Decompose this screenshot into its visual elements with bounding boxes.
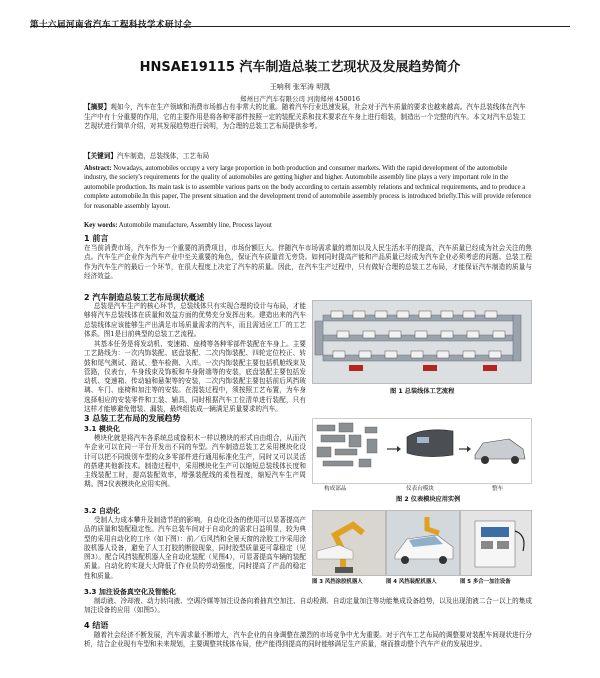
section-1-text: 在当前消费市场，汽车作为一个重要的消费项目，市场份额巨大。伴随汽车市场需求量的增加以及人民生活水平的提高，汽车质量已经成为社会关注的焦点。汽车生产企业作为汽车产业中至关重要的角色，保证汽车质量首无旁贷。如何同时提高产能和产品质量已经成为汽车企业必须考虑的问题。总装工程作为汽车生产的最后一个环节，在很大程度上决定了汽车的质量。因此，在汽车生产过程中，只有做好合理的总装工艺布局，才能保证汽车制造的质量与经济效益。 xyxy=(84,244,532,280)
figure-2-caption: 图 2 仪表模块应用实例 xyxy=(396,496,461,503)
section-3-heading: 3 总装工艺布局的发展趋势 xyxy=(84,414,181,423)
figure-1-caption: 图 1 总装线体工艺流程 xyxy=(390,388,455,395)
abstract-en xyxy=(84,164,532,211)
header-rule xyxy=(30,26,570,27)
figure-1-image xyxy=(312,300,532,384)
section-2-para1: 总装是汽车生产的核心环节，总装线体只有实现合理的设计与布局，才能够将汽车总装线体在质量和效益方面的优势充分发挥出来。建造出来的汽车总装线体应该能够生产出满足市场质量需求的汽车，而且需适应工厂的工艺体系。图1是目前典型的总装工艺流程。 xyxy=(84,302,306,338)
section-3-2-heading: 3.2 自动化 xyxy=(84,507,120,515)
authors: 王响利 张军涛 明凯 xyxy=(269,83,331,91)
figure-2-label-vehicle: 整车 xyxy=(492,486,504,492)
abstract-cn-text: 观如今，汽车在生产领域和消费市场都占有非常大的比重。随着汽车行业迅速发展，社会对于汽车质量的要求也越来越高。汽车总装线体在汽车生产中有十分重要的作用，它的主要作用是将各种零部件按照一定的装配关系和技术要求在车身上进行组装，制造出一个完整的汽车。本文对汽车总装工艺现状进行简单介绍，对其发展趋势进行说明，为合理的总装工艺布局提供参考。 xyxy=(84,103,526,131)
section-3-1-text: 模块化就是将汽车各系统总成像积木一样以模块的形式自由组合，从而汽车企业可以在同一平台开发出不同的车型。汽车制造总装工艺采用模块化设计可以把不同级别车型的众多零部件进行通用标准化生产，同时又可以灵活的搭建其他新技术。制造过程中，采用模块化生产可以缩短总装线体长度和主线装配工时，提高装配效率，增强装配线的柔性程度，缩短汽车生产周期。图2仪表模块化应用实例。 xyxy=(84,434,306,489)
figure-4-image xyxy=(386,510,460,576)
assembly-line-illustration xyxy=(313,301,531,383)
section-3-1-heading: 3.1 模块化 xyxy=(84,425,120,433)
affiliation: 郑州日产汽车有限公司 河南郑州 450016 xyxy=(240,95,360,103)
keywords-cn xyxy=(84,152,532,162)
header-text: 第十六届河南省汽车工程科技学术研讨会 xyxy=(30,20,193,30)
abstract-cn xyxy=(84,103,532,132)
section-3-3-text: 制动液、冷却液、动力转向液、空调冷媒等加注设备向着抽真空加注、自动检测、自动定量加注等功能集成设备趋势，以及出现油液二合一以上的集成加注设备的应用（如图5）。 xyxy=(84,597,532,615)
filling-equipment-illustration xyxy=(461,511,531,575)
figure-5-caption: 图 5 多合一加注设备 xyxy=(460,579,511,585)
section-1-heading: 1 前言 xyxy=(84,234,109,243)
keywords-en-text: Automobile manufacture, Assembly line, Process layout xyxy=(117,222,272,229)
section-3-2-text: 受制人力成本攀升及制造节拍的影响，自动化设备的使用可以显著提高产品的质量和装配稳定性。汽车总装车间对于自动化的需求日益明显，较为典型的采用自动化的工序（如下图）：前／后风挡和全景天窗的涂胶工序采用涂胶机器人设备，避免了人工打胶的断胶现象，同时胶型质量更可靠稳定（见图3）。配合风挡装配机器人全自动化装配（见图4），可显著提高车辆的装配质量。自动化的实现大大降低了作业员的劳动强度，同时提高了产品的稳定性和质量。 xyxy=(84,516,306,580)
glue-robot-illustration xyxy=(313,511,385,575)
section-2-heading: 2 汽车制造总装工艺布局现状概述 xyxy=(84,293,205,302)
abstract-en-label: Abstract: xyxy=(84,165,112,172)
abstract-en-text: Nowadays, automobiles occupy a very large proportion in both production and consumer markets. With the rapid development of the automobile industry, the society's requirements for the quality of automobiles are getting higher and higher. Automobile assembly line plays a very important role in the automobile production. Its main task is to assemble various parts on the body according to certain assembly relations and technical requirements, and to produce a complete automobile.In this paper, The present situation and the development trend of automobile assembly process is introduced briefly.This will provide reference for reasonable assembly layout. xyxy=(84,165,532,210)
keywords-en xyxy=(84,221,532,230)
keywords-en-label: Key words: xyxy=(84,222,118,229)
paper-title: HNSAE19115 汽车制造总装工艺现状及发展趋势简介 xyxy=(139,60,461,75)
section-2-para2: 其基本任务是将发动机、变速箱、座椅等各种零部件装配在车身上。主要工艺路线为：一次内饰装配、底盘装配、二次内饰装配、四轮定位校正、转鼓和尾气测试、路试、整车检测、入库。一次内饰装配主要包括机舱线束及管路，仪表台，车身线束及饰板和车身附端等的安装，底盘装配主要包括发动机、变速箱、传动轴和悬架等的安装，二次内饰装配主要包括前后风挡玻璃、车门、座椅和加注等的安装。在混装过程中，须按照工艺布置，为车身选择相应的安装零件和工装、辅具，同时根据汽车工位清单进行装配，只有这样才能够避免错装、漏装，最终组装成一辆满足质量要求的汽车。 xyxy=(84,340,306,414)
keywords-cn-label: 【关键词】 xyxy=(84,152,117,160)
figure-2-label-dashboard: 仪表台模块 xyxy=(406,486,434,492)
figure-2-image xyxy=(312,418,532,484)
section-3-3-heading: 3.3 加注设备真空化及智能化 xyxy=(84,588,176,596)
figure-2-label-parts: 构成部品 xyxy=(324,486,347,492)
figure-5-image xyxy=(460,510,532,576)
running-header xyxy=(30,12,570,30)
figure-4-caption: 图 4 风挡装配机器人 xyxy=(386,579,437,585)
abstract-cn-label: 【摘要】 xyxy=(84,103,111,111)
keywords-cn-text: 汽车制造，总装线体，工艺布局 xyxy=(116,152,210,160)
section-4-heading: 4 结语 xyxy=(84,621,109,630)
windshield-robot-illustration xyxy=(387,511,459,575)
figure-3-caption: 图 3 风挡涂胶机器人 xyxy=(312,579,363,585)
section-4-text: 随着社会经济不断发展，汽车需求量不断增大，汽车企业的自身调整在激烈的市场竞争中尤为重要。对于汽车工艺布局的调整要对装配车间现状进行分析，结合企业现有车型和未来规划，主要调整其线体布局，使产能得到提高的同时能够满足生产质量，继而推动整个汽车产业的发展进步。 xyxy=(84,631,532,649)
dashboard-module-illustration xyxy=(313,419,531,483)
figure-3-image xyxy=(312,510,386,576)
